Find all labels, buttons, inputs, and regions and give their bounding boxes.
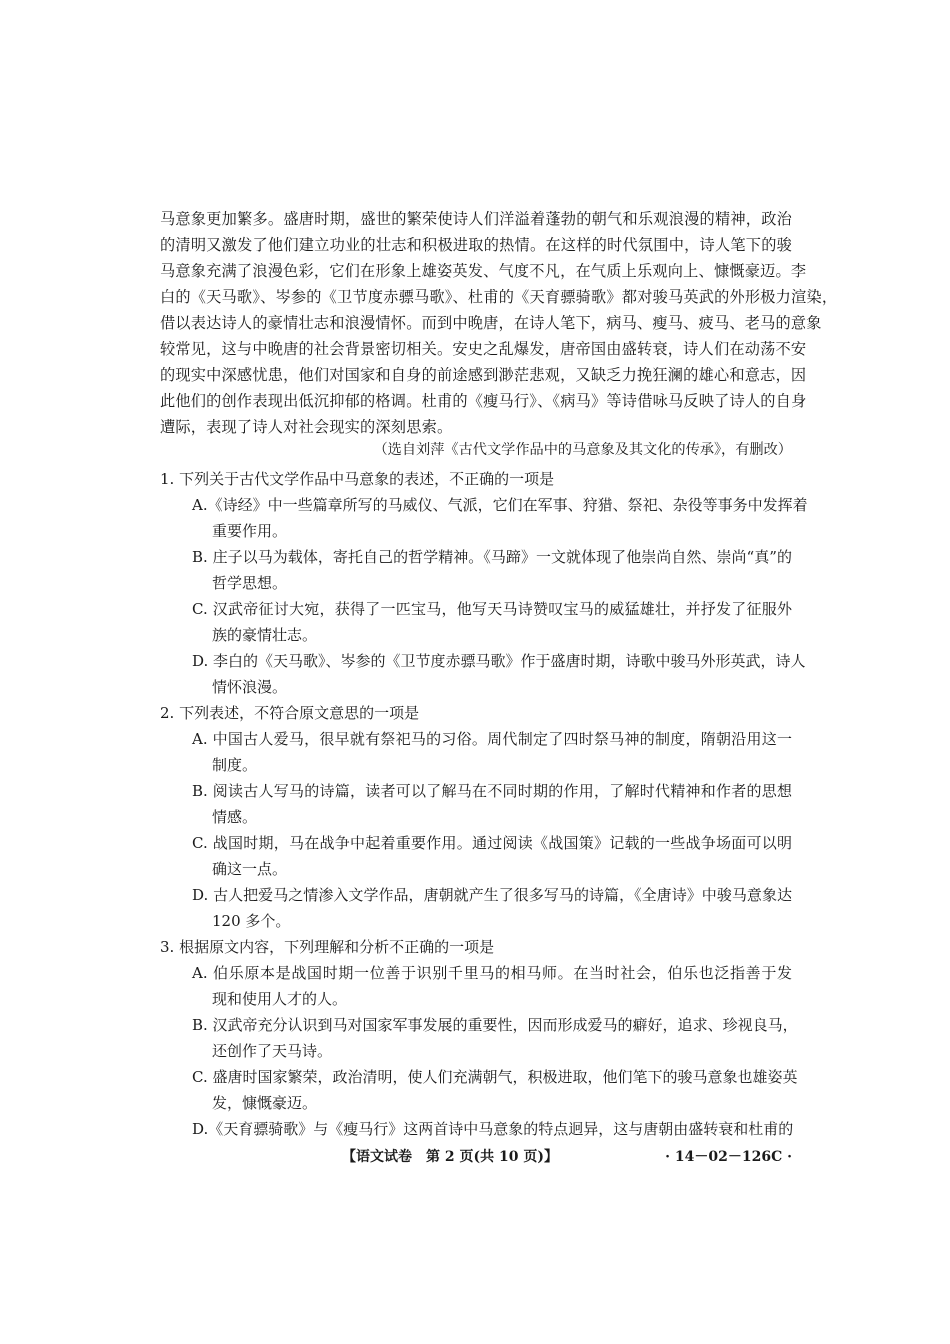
passage-line: 的清明又激发了他们建立功业的壮志和积极进取的热情。在这样的时代氛围中，诗人笔下的骏 <box>160 236 792 254</box>
page-footer <box>160 1145 792 1169</box>
question-3 <box>160 934 798 1142</box>
reading-passage <box>160 206 838 440</box>
option-c: C. 汉武帝征讨大宛，获得了一匹宝马，他写天马诗赞叹宝马的威猛雄壮，并抒发了征服外 <box>192 600 792 618</box>
option-d: D. 古人把爱马之情渗入文学作品，唐朝就产生了很多写马的诗篇，《全唐诗》中骏马意象达 <box>192 886 792 904</box>
option-a-cont: 现和使用人才的人。 <box>212 990 348 1008</box>
question-2 <box>160 700 792 934</box>
option-c-cont: 发，慷慨豪迈。 <box>212 1094 318 1112</box>
option-b: B. 汉武帝充分认识到马对国家军事发展的重要性，因而形成爱马的癖好，追求、珍视良马， <box>192 1016 798 1034</box>
question-stem: 2. 下列表述，不符合原文意思的一项是 <box>160 704 420 722</box>
question-stem: 3. 根据原文内容，下列理解和分析不正确的一项是 <box>160 938 495 956</box>
option-c-cont: 族的豪情壮志。 <box>212 626 318 644</box>
passage-line: 马意象充满了浪漫色彩，它们在形象上雄姿英发、气度不凡，在气质上乐观向上、慷慨豪迈。李 <box>160 262 807 280</box>
question-stem: 1. 下列关于古代文学作品中马意象的表述，不正确的一项是 <box>160 470 555 488</box>
option-b-cont: 还创作了天马诗。 <box>212 1042 333 1060</box>
option-d-cont: 120 多个。 <box>212 912 291 930</box>
option-a: A. 中国古人爱马，很早就有祭祀马的习俗。周代制定了四时祭马神的制度，隋朝沿用这一 <box>192 730 792 748</box>
option-b: B. 阅读古人写马的诗篇，读者可以了解马在不同时期的作用，了解时代精神和作者的思想 <box>192 782 792 800</box>
option-a-cont: 重要作用。 <box>212 522 288 540</box>
footer-title: 【语文试卷 第 2 页(共 10 页)】 <box>342 1149 558 1165</box>
passage-line: 的现实中深感忧患，他们对国家和自身的前途感到渺茫悲观，又缺乏力挽狂澜的雄心和意志，因 <box>160 366 807 384</box>
passage-source: （选自刘萍《古代文学作品中的马意象及其文化的传承》，有删改） <box>373 442 792 458</box>
passage-line: 借以表达诗人的豪情壮志和浪漫情怀。而到中晚唐，在诗人笔下，病马、瘦马、疲马、老马的意象 <box>160 314 822 332</box>
option-b: B. 庄子以马为载体，寄托自己的哲学精神。《马蹄》一文就体现了他崇尚自然、崇尚“真”的 <box>192 548 792 566</box>
option-c-cont: 确这一点。 <box>212 860 288 878</box>
footer-code: · 14－02－126C · <box>665 1149 792 1165</box>
question-1 <box>160 466 808 700</box>
option-a-cont: 制度。 <box>212 756 258 774</box>
option-a: A. 伯乐原本是战国时期一位善于识别千里马的相马师。在当时社会，伯乐也泛指善于发 <box>192 964 792 982</box>
passage-line: 较常见，这与中晚唐的社会背景密切相关。安史之乱爆发，唐帝国由盛转衰，诗人们在动荡不安 <box>160 340 807 358</box>
passage-line: 遭际，表现了诗人对社会现实的深刻思索。 <box>160 418 453 436</box>
question-list <box>160 466 808 1142</box>
option-d-cont: 情怀浪漫。 <box>212 678 288 696</box>
passage-line: 马意象更加繁多。盛唐时期，盛世的繁荣使诗人们洋溢着蓬勃的朝气和乐观浪漫的精神，政治 <box>160 210 792 228</box>
option-c: C. 盛唐时国家繁荣，政治清明，使人们充满朝气，积极进取，他们笔下的骏马意象也雄姿英 <box>192 1068 798 1086</box>
option-c: C. 战国时期，马在战争中起着重要作用。通过阅读《战国策》记载的一些战争场面可以明 <box>192 834 792 852</box>
passage-line: 白的《天马歌》、岑参的《卫节度赤骠马歌》、杜甫的《天育骠骑歌》都对骏马英武的外形极力渲染， <box>160 288 838 306</box>
passage-line: 此他们的创作表现出低沉抑郁的格调。杜甫的《瘦马行》、《病马》等诗借咏马反映了诗人的自身 <box>160 392 807 410</box>
option-b-cont: 情感。 <box>212 808 258 826</box>
option-d: D. 李白的《天马歌》、岑参的《卫节度赤骠马歌》作于盛唐时期，诗歌中骏马外形英武，诗人 <box>192 652 806 670</box>
option-d: D.《天育骠骑歌》与《瘦马行》这两首诗中马意象的特点迥异，这与唐朝由盛转衰和杜甫的 <box>192 1120 794 1138</box>
option-a: A.《诗经》中一些篇章所写的马威仪、气派，它们在军事、狩猎、祭祀、杂役等事务中发挥着 <box>192 496 808 514</box>
option-b-cont: 哲学思想。 <box>212 574 288 592</box>
